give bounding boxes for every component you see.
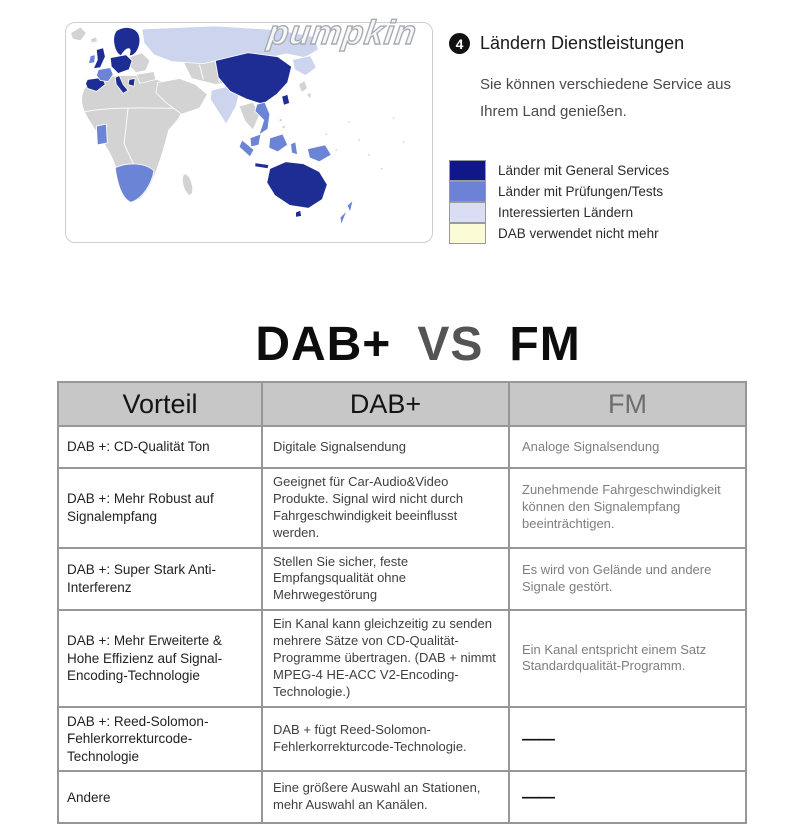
region-new-guinea [307,145,331,162]
region-ghana [96,124,107,145]
legend-swatch-general-services [449,160,486,181]
pacific-island-dot [325,133,328,136]
cell-dab: DAB + fügt Reed-Solomon-Fehlerkorrekturcode-Technologie. [262,707,509,772]
cell-fm [509,771,746,823]
services-section [0,0,800,300]
region-australia [267,162,327,209]
table-row [58,548,746,611]
region-tasmania [296,210,302,217]
table-row [58,426,746,468]
cell-vorteil: DAB +: Mehr Erweiterte & Hohe Effizienz auf Signal-Encoding-Technologie [58,610,262,706]
legend-swatch-interested [449,202,486,223]
title-vs: VS [417,317,484,371]
legend-label: Länder mit General Services [498,163,670,178]
table-row [58,468,746,548]
cell-dab: Ein Kanal kann gleichzeitig zu senden mehrere Sätze von CD-Qualität-Programme übertragen. (DAB + nimmt MPEG-4 HE-ACC V2-Encoding-Technologie.) [262,610,509,706]
services-description-line-1: Sie können verschiedene Service aus [480,76,731,93]
pacific-island-dot [380,167,383,170]
region-eastern-europe [130,53,150,73]
cell-vorteil: DAB +: Super Stark Anti-Interferenz [58,548,262,611]
services-text-block [449,33,779,125]
table-row [58,771,746,823]
region-philippines [282,125,285,128]
region-sulawesi [291,142,298,155]
region-new-zealand-north [347,200,353,212]
region-ireland [88,55,95,64]
table-row [58,610,746,706]
services-description [480,71,779,125]
title-dab: DAB+ [255,317,392,371]
region-new-zealand-south [340,210,347,225]
pacific-island-dot [368,154,371,157]
cell-dab: Digitale Signalsendung [262,426,509,468]
world-map [66,23,432,242]
legend-label: Interessierten Ländern [498,205,634,220]
cell-vorteil: DAB +: Reed-Solomon-Fehlerkorrekturcode-Technologie [58,707,262,772]
services-description-line-2: Ihrem Land genießen. [480,103,627,120]
table-row [58,707,746,772]
header-dab: DAB+ [262,382,509,426]
region-central-europe [110,55,132,74]
cell-fm: Zunehmende Fahrgeschwindigkeit können den Signalempfang beeinträchtigen. [509,468,746,548]
cell-fm: Ein Kanal entspricht einem Satz Standardqualität-Programm. [509,610,746,706]
region-iceland [90,37,97,43]
cell-vorteil: Andere [58,771,262,823]
dab-vs-fm-title [18,315,800,373]
pumpkin-logo: pumpkin [265,14,420,52]
cell-fm: Es wird von Gelände und andere Signale gestört. [509,548,746,611]
region-korea [282,94,290,105]
header-fm: FM [509,382,746,426]
services-heading-row [449,33,779,54]
region-java [255,163,269,169]
legend-swatch-dab-discontinued [449,223,486,244]
region-madagascar [180,173,194,196]
region-japan-south [306,92,311,99]
no-value-dash: —— [522,787,554,807]
cell-dab: Eine größere Auswahl an Stationen, mehr Auswahl an Kanälen. [262,771,509,823]
legend-label: Länder mit Prüfungen/Tests [498,184,664,199]
title-fm: FM [509,317,581,371]
pacific-island-dot [358,139,361,142]
region-japan [299,80,308,92]
cell-fm [509,707,746,772]
legend-swatch-tests [449,181,486,202]
pacific-island-dot [392,117,395,120]
legend-item [449,202,669,223]
legend-item [449,160,669,181]
pacific-island-dot [335,149,338,152]
legend-item [449,223,669,244]
region-philippines [279,119,282,122]
region-greenland-tip [71,27,87,41]
legend-label: DAB verwendet nicht mehr [498,226,659,241]
region-malaysia [250,134,261,147]
no-value-dash: —— [522,728,554,748]
legend-item [449,181,669,202]
cell-dab: Stellen Sie sicher, feste Empfangsqualität ohne Mehrwegestörung [262,548,509,611]
pacific-island-dot [348,121,351,124]
map-legend [449,160,669,244]
cell-fm: Analoge Signalsendung [509,426,746,468]
services-title: Ländern Dienstleistungen [480,33,685,53]
table-header-row [58,382,746,426]
region-scandinavia [114,27,140,55]
region-borneo [269,134,288,152]
cell-vorteil: DAB +: CD-Qualität Ton [58,426,262,468]
comparison-table [57,381,747,824]
cell-vorteil: DAB +: Mehr Robust auf Signalempfang [58,468,262,548]
pacific-island-dot [402,141,405,144]
header-vorteil: Vorteil [58,382,262,426]
region-south-africa [115,164,154,202]
step-4-badge-icon: 4 [449,33,470,54]
region-russia-fareast [293,56,317,76]
cell-dab: Geeignet für Car-Audio&Video Produkte. Signal wird nicht durch Fahrgeschwindigkeit beeinflusst werden. [262,468,509,548]
dab-coverage-map-card [65,22,433,243]
